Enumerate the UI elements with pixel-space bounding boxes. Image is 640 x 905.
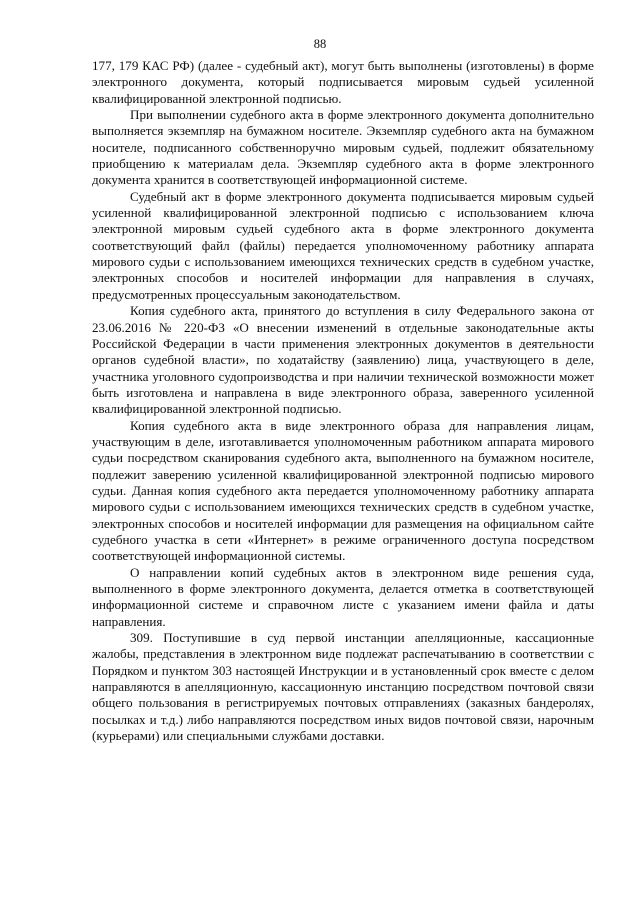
paragraph: Копия судебного акта, принятого до вступления в силу Федерального закона от 23.06.2016 № 220-ФЗ «О внесении изменений в отдельные законодательные акты Российской Федерации в части применения электронных документов в деятельности органов судебной власти», по ходатайству (заявлению) лица, участвующего в деле, участника уголовного судопроизводства и при наличии технической возможности может быть изготовлена и направлена в виде электронного образа, заверенного усиленной квалифицированной электронной подписью.: [92, 303, 594, 417]
paragraph: При выполнении судебного акта в форме электронного документа дополнительно выполняется экземпляр на бумажном носителе. Экземпляр судебного акта на бумажном носителе, подписанного собственноручно мировым судьей, подлежит обязательному приобщению к материалам дела. Экземпляр судебного акта в форме электронного документа хранится в соответствующей информационной системе.: [92, 107, 594, 188]
paragraph: О направлении копий судебных актов в электронном виде решения суда, выполненного в форме электронного документа, делается отметка в соответствующей информационной системе и справочном листе с указанием имени файла и даты направления.: [92, 564, 594, 629]
page-number: 88: [313, 37, 327, 51]
paragraph-item-309: 309. Поступившие в суд первой инстанции апелляционные, кассационные жалобы, представления в электронном виде подлежат распечатыванию в соответствии с Порядком и пунктом 303 настоящей Инструкции и в установленный срок вместе с делом направляются в апелляционную, кассационную инстанцию посредством почтовой связи общего пользования в регистрируемых почтовых отправлениях (заказных бандеролях, посылках и т.д.) либо направляются посредством иных видов почтовой связи, нарочным (курьерами) или специальными службами доставки.: [92, 630, 594, 744]
paragraph-continuation: 177, 179 КАС РФ) (далее - судебный акт), могут быть выполнены (изготовлены) в форме электронного документа, который подписывается мировым судьей усиленной квалифицированной электронной подписью.: [92, 58, 594, 106]
document-body: [92, 58, 594, 744]
paragraph: Копия судебного акта в виде электронного образа для направления лицам, участвующим в деле, изготавливается уполномоченным работником аппарата мирового судьи посредством сканирования судебного акта, выполненного на бумажном носителе, подлежит заверению усиленной квалифицированной электронной подписью мирового судьи. Данная копия судебного акта передается уполномоченному работнику аппарата мирового судьи с использованием имеющихся технических средств в судебном участке, электронных способов и носителей информации для размещения на официальном сайте судебного участка в сети «Интернет» в режиме ограниченного доступа посредством соответствующей информационной системы.: [92, 417, 594, 564]
paragraph: Судебный акт в форме электронного документа подписывается мировым судьей усиленной квалифицированной электронной подписью с использованием ключа электронной мировым судьей судебного акта в форме электронного документа соответствующий файл (файлы) передается уполномоченному работнику аппарата мирового судьи с использованием имеющихся технических средств в судебном участке, электронных способов и носителей информации для направления в случаях, предусмотренных процессуальным законодательством.: [92, 188, 594, 302]
